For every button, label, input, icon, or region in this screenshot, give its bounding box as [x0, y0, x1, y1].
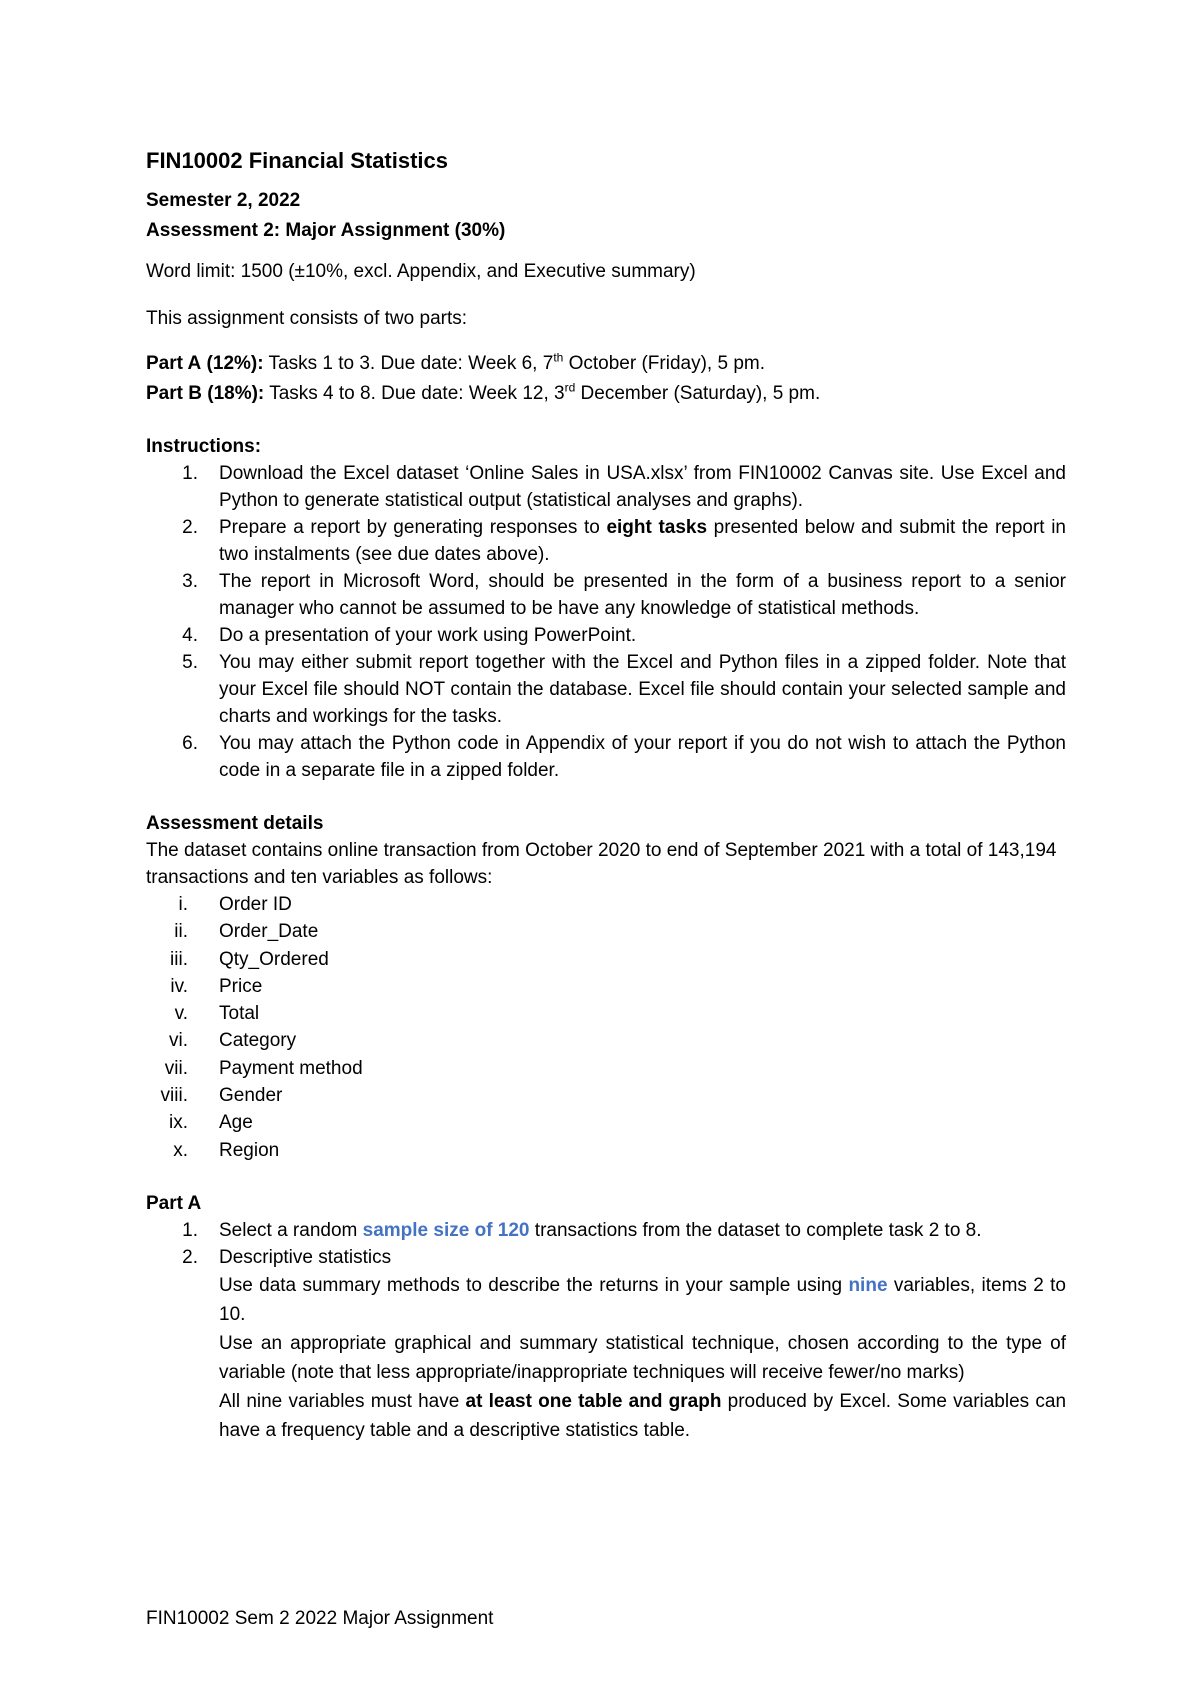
list-marker: 2.	[182, 517, 198, 538]
variable-name: Payment method	[219, 1057, 363, 1079]
instruction-text: You may attach the Python code in Appendix of your report if you do not wish to attach the Python code in a separate file in a zipped folder.	[219, 733, 1066, 781]
task-bold: at least one table and graph	[465, 1390, 722, 1412]
part-a-due	[146, 350, 1066, 377]
variable-item	[146, 891, 1066, 918]
task-text: transactions from the dataset to complete task 2 to 8.	[529, 1219, 982, 1241]
part-b-due	[146, 380, 1066, 407]
list-marker: ix.	[169, 1112, 188, 1134]
variable-item	[146, 1000, 1066, 1027]
list-marker: ii.	[174, 921, 188, 943]
variable-item	[146, 1082, 1066, 1109]
task-text: Select a random	[219, 1219, 363, 1241]
list-marker: 6.	[182, 733, 198, 754]
list-marker: vi.	[169, 1030, 188, 1052]
instruction-item	[146, 622, 1066, 649]
semester-line: Semester 2, 2022	[146, 190, 301, 211]
page-footer: FIN10002 Sem 2 2022 Major Assignment	[146, 1608, 494, 1629]
variable-name: Qty_Ordered	[219, 948, 329, 970]
list-marker: vii.	[164, 1057, 188, 1079]
details-text: The dataset contains online transaction from October 2020 to end of September 2021 with a total of 143,194 transactions and ten variables as follows:	[146, 840, 1057, 888]
variable-name: Gender	[219, 1085, 283, 1107]
task2-paragraph-1	[146, 1271, 1066, 1329]
variable-item	[146, 918, 1066, 945]
part-a-text: Tasks 1 to 3. Due date: Week 6, 7	[263, 353, 554, 374]
task-item	[146, 1244, 1066, 1271]
instruction-item	[146, 649, 1066, 730]
part-a-heading: Part A	[146, 1192, 202, 1214]
details-heading: Assessment details	[146, 813, 324, 834]
task-highlight: sample size of 120	[362, 1219, 530, 1241]
variable-name: Region	[219, 1139, 280, 1161]
list-marker: 4.	[182, 625, 198, 646]
variables-list	[146, 891, 1066, 1164]
variable-name: Price	[219, 975, 263, 997]
variable-item	[146, 1109, 1066, 1136]
variable-item	[146, 1055, 1066, 1082]
list-marker: 2.	[182, 1246, 198, 1268]
list-marker: 1.	[182, 1219, 198, 1241]
task2-paragraph-2: Use an appropriate graphical and summary statistical technique, chosen according to the type of variable (note that less appropriate/inappropriate techniques will receive fewer/no marks)	[219, 1332, 1066, 1383]
variable-name: Category	[219, 1030, 297, 1052]
instruction-text: Prepare a report by generating responses to	[219, 517, 607, 538]
part-a-tasks	[146, 1217, 1066, 1271]
task-highlight: nine	[848, 1274, 888, 1296]
document-title: FIN10002 Financial Statistics	[146, 148, 449, 173]
task2-paragraph-3	[146, 1387, 1066, 1445]
task-text: variables, items 2 to 10.	[219, 1274, 1066, 1325]
instructions-heading: Instructions:	[146, 436, 262, 457]
word-limit: Word limit: 1500 (±10%, excl. Appendix, and Executive summary)	[146, 261, 696, 282]
variable-name: Order_Date	[219, 921, 319, 943]
instruction-text: Do a presentation of your work using PowerPoint.	[219, 625, 637, 646]
list-marker: 3.	[182, 571, 198, 592]
variable-name: Total	[219, 1003, 260, 1025]
variable-item	[146, 973, 1066, 1000]
list-marker: v.	[174, 1003, 188, 1025]
instruction-item	[146, 730, 1066, 784]
part-a-pct: (12%):	[206, 353, 264, 374]
task-text: Use data summary methods to describe the returns in your sample using	[219, 1274, 849, 1296]
part-a-label: Part A	[146, 353, 202, 374]
list-marker: iii.	[170, 948, 188, 970]
part-a-sup: th	[553, 350, 564, 365]
list-marker: i.	[178, 894, 188, 915]
part-b-pct: (18%):	[207, 383, 265, 404]
intro-text: This assignment consists of two parts:	[146, 308, 468, 329]
instruction-bold: eight tasks	[606, 517, 708, 538]
part-b-text-end: December (Saturday), 5 pm.	[575, 383, 821, 404]
variable-item	[146, 1027, 1066, 1054]
instruction-item	[146, 568, 1066, 622]
list-marker: x.	[173, 1139, 188, 1161]
list-marker: 1.	[182, 463, 198, 484]
instruction-text: Download the Excel dataset ‘Online Sales in USA.xlsx’ from FIN10002 Canvas site. Use Excel and Python to generate statistical output (statistical analyses and graphs).	[219, 463, 1066, 511]
part-a-text-end: October (Friday), 5 pm.	[563, 353, 765, 374]
part-b-label: Part B	[146, 383, 202, 404]
variable-name: Order ID	[219, 894, 292, 915]
document-page	[146, 140, 1066, 1445]
instruction-text: The report in Microsoft Word, should be presented in the form of a business report to a senior manager who cannot be assumed to be have any knowledge of statistical methods.	[219, 571, 1066, 619]
part-b-text: Tasks 4 to 8. Due date: Week 12, 3	[264, 383, 565, 404]
instruction-text: presented below and submit the report in two instalments (see due dates above).	[219, 517, 1066, 565]
part-b-sup: rd	[564, 380, 576, 395]
variable-item	[146, 1137, 1066, 1164]
assessment-line: Assessment 2: Major Assignment (30%)	[146, 220, 506, 241]
list-marker: viii.	[160, 1085, 188, 1107]
list-marker: iv.	[170, 975, 188, 997]
instruction-item	[146, 514, 1066, 568]
task-text: All nine variables must have	[219, 1390, 466, 1412]
list-marker: 5.	[182, 652, 198, 673]
task-item	[146, 1217, 1066, 1244]
task-title: Descriptive statistics	[219, 1246, 392, 1268]
variable-name: Age	[219, 1112, 253, 1134]
instruction-item	[146, 460, 1066, 514]
task-text: produced by Excel. Some variables can have a frequency table and a descriptive statistics table.	[219, 1390, 1067, 1441]
instruction-text: You may either submit report together with the Excel and Python files in a zipped folder. Note that your Excel file should NOT contain the database. Excel file should contain your selected sample and charts and workings for the tasks.	[219, 652, 1066, 727]
instructions-list	[146, 460, 1066, 784]
variable-item	[146, 946, 1066, 973]
